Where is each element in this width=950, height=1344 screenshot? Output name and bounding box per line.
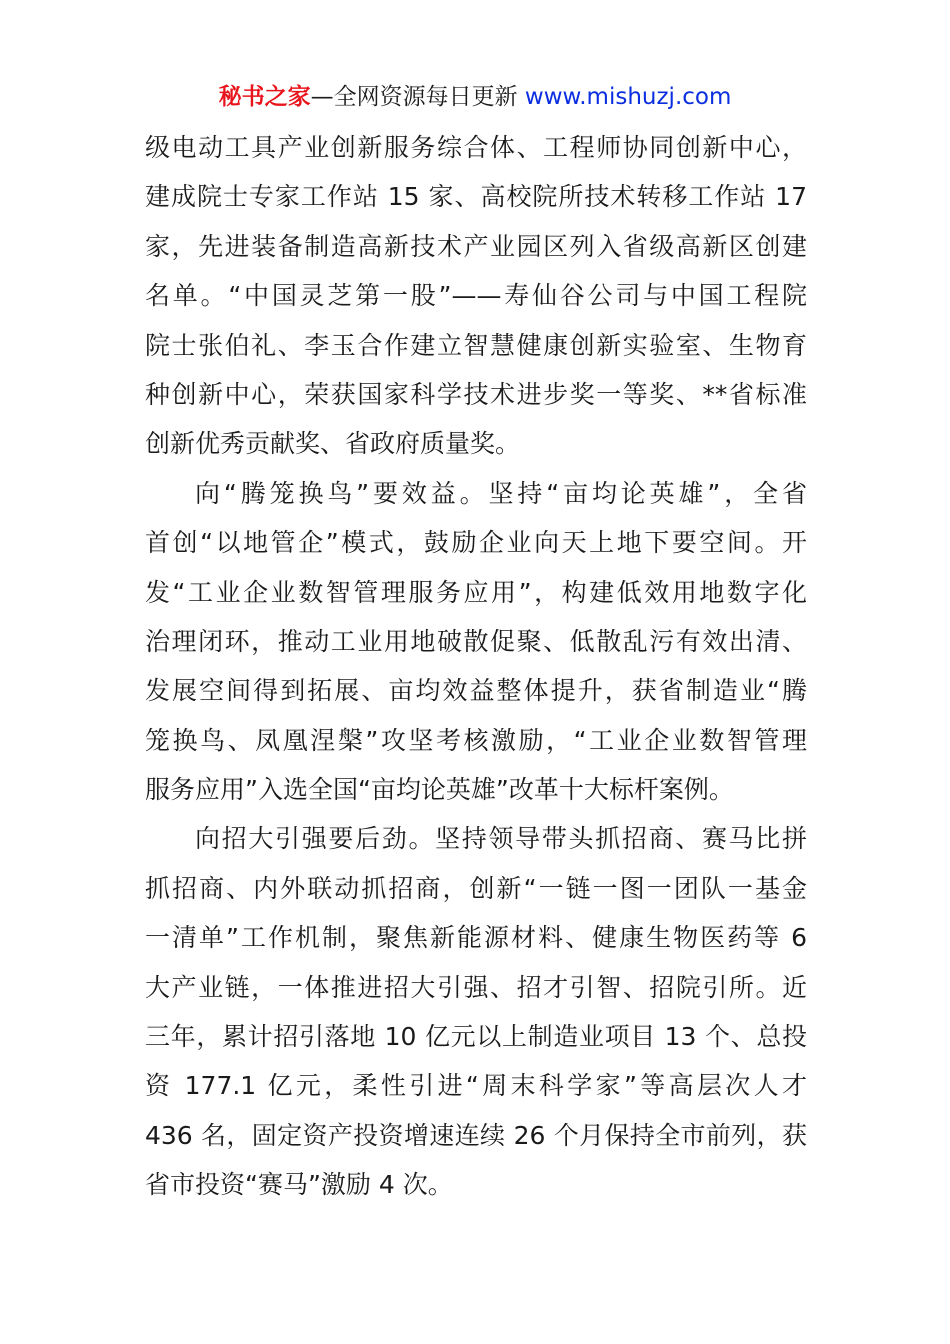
text-line: 种创新中心，荣获国家科学技术进步奖一等奖、**省标准	[145, 379, 807, 409]
paragraph	[145, 123, 807, 469]
text-line: 创新优秀贡献奖、省政府质量奖。	[145, 429, 521, 459]
text-line: 大产业链，一体推进招大引强、招才引智、招院引所。近	[145, 972, 807, 1002]
text-line: 一清单”工作机制，聚焦新能源材料、健康生物医药等 6	[145, 923, 807, 953]
text-line: 436 名，固定资产投资增速连续 26 个月保持全市前列，获	[145, 1120, 807, 1150]
text-line: 家，先进装备制造高新技术产业园区列入省级高新区创建	[145, 231, 807, 261]
text-line: 服务应用”入选全国“亩均论英雄”改革十大标杆案例。	[145, 775, 734, 805]
text-line: 抓招商、内外联动抓招商，创新“一链一图一团队一基金	[145, 873, 807, 903]
text-line: 向“腾笼换鸟”要效益。坚持“亩均论英雄”，全省	[195, 478, 807, 508]
text-line: 向招大引强要后劲。坚持领导带头抓招商、赛马比拼	[195, 824, 807, 854]
text-line: 级电动工具产业创新服务综合体、工程师协同创新中心，	[145, 133, 807, 162]
text-line: 首创“以地管企”模式，鼓励企业向天上地下要空间。开	[145, 528, 807, 558]
document-header	[0, 80, 950, 114]
text-line: 发“工业企业数智管理服务应用”，构建低效用地数字化	[145, 577, 807, 607]
text-line: 笼换鸟、凤凰涅槃”攻坚考核激励，“工业企业数智管理	[145, 725, 807, 755]
paragraph	[145, 469, 807, 815]
text-line: 资 177.1 亿元，柔性引进“周末科学家”等高层次人才	[145, 1071, 807, 1101]
header-tagline: —全网资源每日更新	[310, 84, 518, 110]
text-line: 发展空间得到拓展、亩均效益整体提升，获省制造业“腾	[145, 676, 807, 706]
site-url[interactable]: www.mishuzj.com	[524, 84, 732, 110]
text-line: 三年，累计招引落地 10 亿元以上制造业项目 13 个、总投	[145, 1022, 807, 1052]
text-line: 治理闭环，推动工业用地破散促聚、低散乱污有效出清、	[145, 626, 807, 656]
text-line: 院士张伯礼、李玉合作建立智慧健康创新实验室、生物育	[145, 330, 807, 360]
text-line: 省市投资“赛马”激励 4 次。	[145, 1170, 453, 1200]
paragraph	[145, 814, 807, 1209]
brand-name: 秘书之家	[218, 84, 311, 110]
document-body	[145, 123, 807, 1210]
text-line: 名单。“中国灵芝第一股”——寿仙谷公司与中国工程院	[145, 281, 807, 311]
text-line: 建成院士专家工作站 15 家、高校院所技术转移工作站 17	[145, 182, 807, 212]
